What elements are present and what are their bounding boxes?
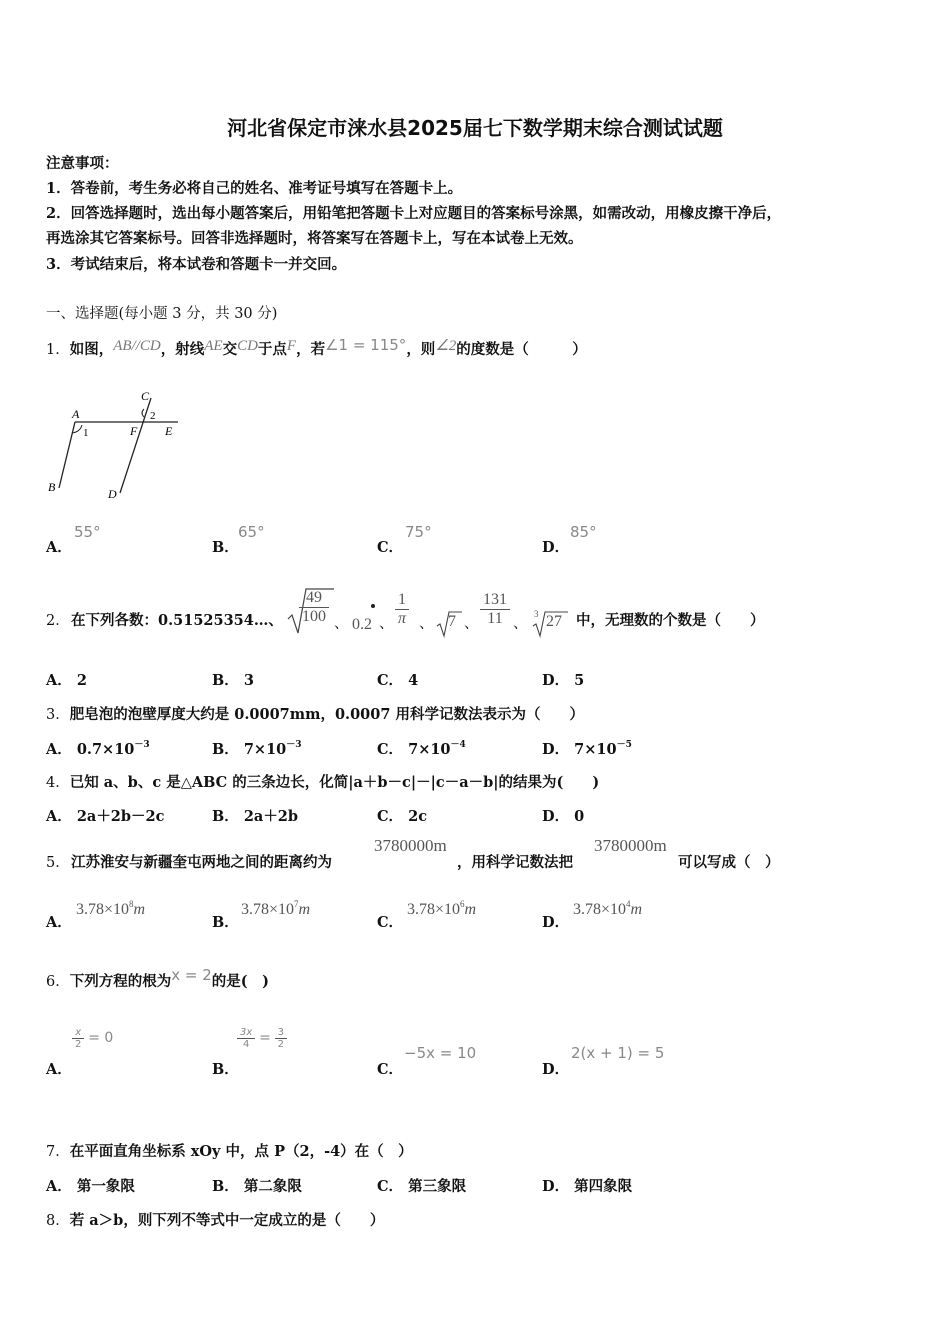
- option-value: 55°: [74, 523, 101, 541]
- option-label: A．: [46, 914, 72, 931]
- question-7: 7．在平面直角坐标系 xOy 中，点 P（2，-4）在（ ）: [46, 1143, 413, 1160]
- label-angle-2: 2: [150, 410, 156, 422]
- label-f: F: [130, 424, 138, 438]
- option-b: B． $7\times 10^{-3}$: [212, 740, 302, 758]
- option-value: 85°: [570, 523, 597, 541]
- formula: ∠2: [435, 338, 457, 354]
- angle-2-arc: [142, 409, 144, 417]
- option-label: B．: [212, 539, 239, 556]
- option-b-equation: $\frac{3x}{4}$ = $\frac{3}{2}$: [237, 1027, 287, 1050]
- question-text: 于点: [257, 341, 287, 358]
- option-value: $3.78\times 10^4m$: [573, 899, 643, 918]
- question-text: 交: [222, 341, 238, 358]
- formula: AE: [204, 338, 223, 354]
- geometry-figure: [40, 385, 190, 505]
- option-label: B．: [212, 914, 239, 931]
- option-a: A． 2: [46, 672, 87, 689]
- question-text: ，射线: [160, 341, 205, 358]
- label-d: D: [108, 487, 117, 501]
- formula: AB//CD: [113, 338, 161, 354]
- label-c: C: [141, 389, 150, 403]
- option-a: A． $0.7\times 10^{-3}$: [46, 740, 150, 758]
- question-text: ，则: [406, 341, 436, 358]
- notice-heading: 注意事项：: [46, 155, 119, 172]
- separator: 、: [513, 616, 528, 632]
- fraction-sqrt-49-100: $\frac{49}{100}$: [299, 589, 329, 626]
- option-d-equation: 2(x + 1) = 5: [571, 1044, 665, 1062]
- question-text: 江苏淮安与新疆奎屯两地之间的距离约为: [71, 854, 332, 871]
- repeating-dot: [371, 604, 375, 608]
- question-number: 1．: [46, 342, 70, 358]
- separator: 、: [419, 616, 434, 632]
- option-c: C． 4: [377, 672, 419, 689]
- label-angle-1: 1: [83, 427, 89, 439]
- fraction-131-11: $\frac{131}{11}$: [480, 591, 510, 628]
- option-label: B．: [212, 1061, 239, 1078]
- option-d: D． 5: [542, 672, 585, 689]
- separator: 、: [464, 616, 479, 632]
- question-text: ，若: [296, 341, 326, 358]
- question-text: 在下列各数：0.51525354…、: [71, 612, 283, 629]
- label-e: E: [165, 424, 173, 438]
- option-label: A．: [46, 539, 72, 556]
- question-number: 5．: [46, 855, 70, 871]
- notice-item: 2．回答选择题时，选出每小题答案后，用铅笔把答题卡上对应题目的答案标号涂黑，如需改动，用橡皮擦干净后，: [46, 205, 782, 222]
- question-8: 8．若 a＞b，则下列不等式中一定成立的是（ ）: [46, 1212, 385, 1229]
- formula-3780000m: 3780000m: [374, 836, 447, 855]
- sqrt-7: 7: [448, 613, 456, 630]
- option-c: C． 2c: [377, 808, 428, 825]
- option-label: D．: [542, 539, 570, 556]
- line-ab: [59, 422, 75, 488]
- label-b: B: [48, 480, 56, 494]
- question-text: 中，无理数的个数是（ ）: [576, 612, 765, 629]
- formula: F: [286, 338, 297, 354]
- option-c: C． 第三象限: [377, 1178, 467, 1195]
- notice-item: 再选涂其它答案标号。回答非选择题时，将答案写在答题卡上，写在本试卷上无效。: [46, 230, 583, 247]
- separator: 、: [334, 616, 349, 632]
- option-label: A．: [46, 1061, 72, 1078]
- option-label: C．: [377, 1061, 404, 1078]
- option-d: D． 0: [542, 808, 585, 825]
- option-b: B． 3: [212, 672, 254, 689]
- formula: ∠1 = 115°: [325, 336, 407, 354]
- option-label: D．: [542, 914, 570, 931]
- option-d: D． $7\times 10^{-5}$: [542, 740, 632, 758]
- question-text: ，用科学记数法把: [457, 854, 573, 871]
- question-text: 可以写成（ ）: [678, 854, 780, 871]
- question-text: 的度数是（ ）: [456, 341, 587, 358]
- question-3: 3．肥皂泡的泡壁厚度大约是 0.0007mm，0.0007 用科学记数法表示为（ ）: [46, 706, 585, 723]
- fraction-1-pi: $\frac{1}{\pi}$: [395, 591, 409, 628]
- option-b: B． 2a＋2b: [212, 808, 299, 825]
- option-value: $3.78\times 10^7m$: [241, 899, 311, 918]
- option-a-equation: $\frac{x}{2}$ = 0: [72, 1027, 113, 1050]
- label-a: A: [72, 407, 80, 421]
- option-c-equation: −5x = 10: [404, 1044, 477, 1062]
- formula: CD: [237, 338, 258, 354]
- line-cd: [120, 398, 151, 493]
- cube-root-27: 27: [546, 613, 562, 630]
- question-1: [46, 338, 587, 359]
- repeating-decimal: 0.2: [352, 616, 372, 633]
- cube-root-index: 3: [534, 609, 539, 619]
- option-value: 75°: [405, 523, 432, 541]
- option-d: D． 第四象限: [542, 1178, 633, 1195]
- option-label: C．: [377, 539, 404, 556]
- formula-3780000m: 3780000m: [594, 836, 667, 855]
- option-value: 65°: [238, 523, 265, 541]
- option-a: A． 2a＋2b－2c: [46, 808, 165, 825]
- separator: 、: [379, 616, 394, 632]
- notice-item: 3．考试结束后，将本试卷和答题卡一并交回。: [46, 256, 347, 273]
- question-6: 6．下列方程的根为x = 2的是( ): [46, 966, 269, 990]
- section-heading: 一、选择题(每小题 3 分，共 30 分): [46, 306, 278, 322]
- option-c: C． $7\times 10^{-4}$: [377, 740, 466, 758]
- question-text: 如图，: [69, 341, 114, 358]
- page-title: 河北省保定市涞水县2025届七下数学期末综合测试试题: [227, 116, 723, 140]
- option-label: C．: [377, 914, 404, 931]
- option-label: D．: [542, 1061, 570, 1078]
- question-number: 2．: [46, 613, 70, 629]
- option-value: $3.78\times 10^6m$: [407, 899, 477, 918]
- option-value: $3.78\times 10^8m$: [76, 899, 146, 918]
- option-a: A． 第一象限: [46, 1178, 135, 1195]
- option-b: B． 第二象限: [212, 1178, 302, 1195]
- notice-item: 1．答卷前，考生务必将自己的姓名、准考证号填写在答题卡上。: [46, 180, 463, 197]
- question-4: 4．已知 a、b、c 是△ABC 的三条边长，化简|a＋b－c|－|c－a－b|的结果为( ): [46, 774, 600, 791]
